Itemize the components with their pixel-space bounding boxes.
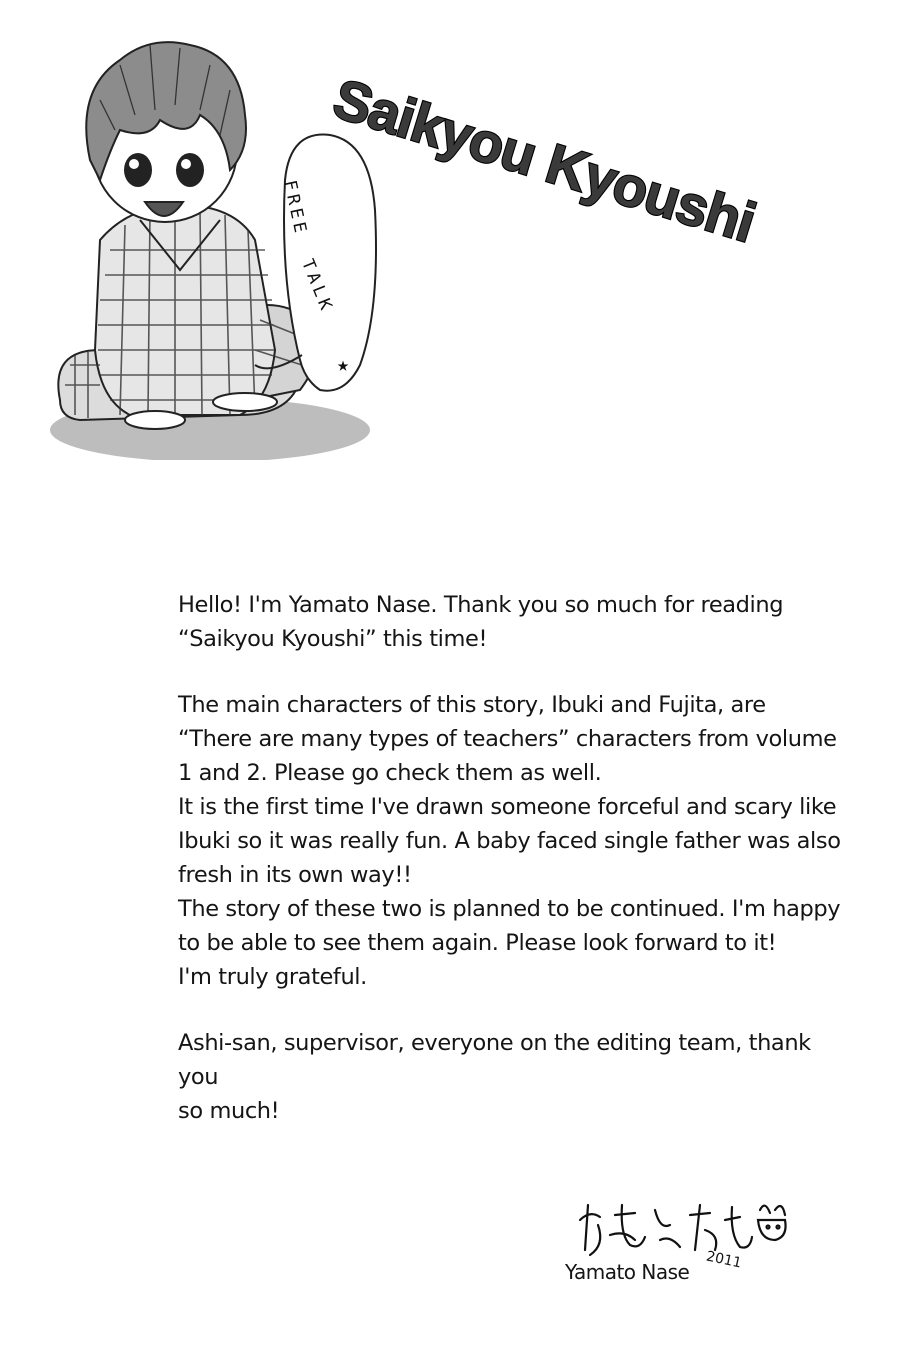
title-lettering (320, 40, 880, 255)
signature-name: Yamato Nase (565, 1260, 690, 1284)
page-title: Saikyou Kyoushi (326, 66, 763, 255)
letter-paragraph-2: The main characters of this story, Ibuki and Fujita, are “There are many types of teachers” characters from volume 1 and 2. Please go check them as well. It is the first time I've drawn someone forceful and scary like Ibuki so it was really fun. A baby faced single father was also fresh in its own way!! The story of these two is planned to be continued. I'm happy to be able to see them again. Please look forward to it! I'm truly grateful. (178, 692, 841, 990)
handwritten-signature (560, 1195, 800, 1305)
speech-bubble-line2: TALK (297, 256, 337, 317)
letter-paragraph-1: Hello! I'm Yamato Nase. Thank you so much for reading “Saikyou Kyoushi” this time! (178, 592, 784, 652)
signature-year: 2011 (704, 1248, 743, 1272)
star-icon: ★ (337, 352, 350, 376)
speech-bubble-line1: FREE (279, 178, 311, 239)
letter-body (178, 588, 848, 1160)
letter-paragraph-3: Ashi-san, supervisor, everyone on the editing team, thank you so much! (178, 1030, 811, 1124)
